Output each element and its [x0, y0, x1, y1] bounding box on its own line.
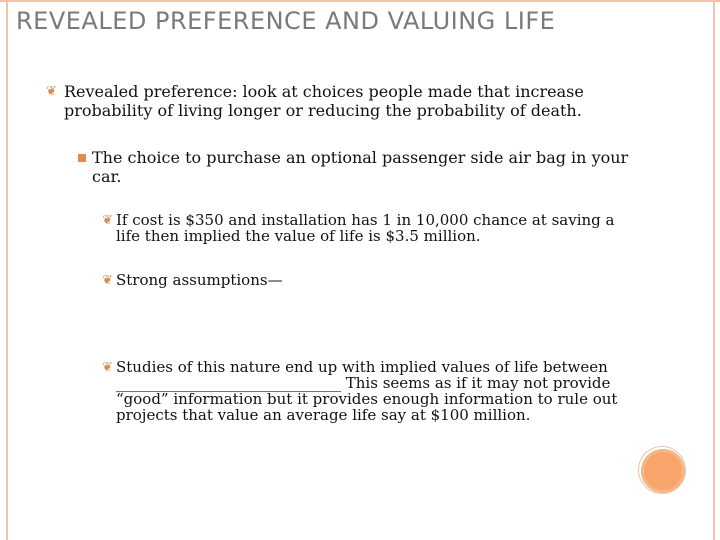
bullet-level2: The choice to purchase an optional passenger side air bag in your car. — [92, 148, 629, 186]
frame-left-border — [6, 0, 8, 540]
bullet-level3-cost: If cost is $350 and installation has 1 in 10,000 chance at saving a life then implied the value of life is $3.5 million. — [116, 211, 615, 245]
bullet-level3-assumptions: Strong assumptions— — [116, 271, 283, 289]
slide-title: REVEALED PREFERENCE AND VALUING LIFE — [16, 7, 556, 35]
bullet-level1: Revealed preference: look at choices people made that increase probability of living longer or reducing the probability of death. — [64, 82, 584, 120]
frame-top-border — [0, 0, 720, 2]
accent-circle — [641, 449, 685, 493]
frame-right-border — [713, 0, 715, 540]
square-bullet-icon — [78, 154, 86, 162]
fleuron-icon: ❦ — [46, 84, 57, 99]
fleuron-icon: ❦ — [102, 213, 113, 228]
bullet-level3-studies: Studies of this nature end up with implied values of life between ______________________________ This seems as if it may not provide “good” information but it provides enough information to rule out projects that value an average life say at $100 million. — [116, 358, 618, 424]
fleuron-icon: ❦ — [102, 360, 113, 375]
fleuron-icon: ❦ — [102, 273, 113, 288]
